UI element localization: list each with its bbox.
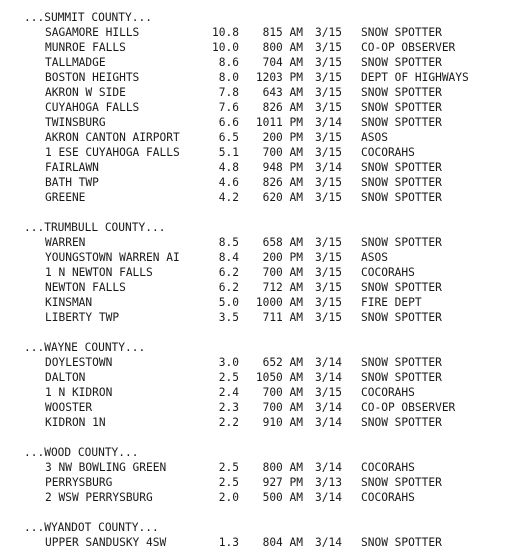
report-source: COCORAHS <box>361 491 415 504</box>
report-date: 3/15 <box>315 56 342 69</box>
county-name: ...WAYNE COUNTY... <box>24 341 146 354</box>
report-source: SNOW SPOTTER <box>361 371 442 384</box>
report-source: FIRE DEPT <box>361 296 422 309</box>
report-date: 3/15 <box>315 71 342 84</box>
report-source: DEPT OF HIGHWAYS <box>361 71 469 84</box>
county-name: ...SUMMIT COUNTY... <box>24 11 152 24</box>
snowfall-amount: 2.5 <box>218 476 239 489</box>
report-time: 1050 AM <box>255 371 303 384</box>
report-source: SNOW SPOTTER <box>361 356 442 369</box>
snowfall-amount: 2.5 <box>218 461 239 474</box>
report-time: 620 AM <box>262 191 303 204</box>
report-time: 948 PM <box>262 161 303 174</box>
location-name: MUNROE FALLS <box>45 41 126 54</box>
report-date: 3/15 <box>315 41 342 54</box>
snowfall-amount: 6.5 <box>218 131 239 144</box>
report-source: SNOW SPOTTER <box>361 116 442 129</box>
location-name: WOOSTER <box>45 401 93 414</box>
report-date: 3/14 <box>315 461 342 474</box>
location-name: UPPER SANDUSKY 4SW <box>45 536 167 549</box>
report-time: 652 AM <box>262 356 303 369</box>
report-source: ASOS <box>361 131 388 144</box>
location-name: KINSMAN <box>45 296 93 309</box>
report-time: 800 AM <box>262 41 303 54</box>
report-source: SNOW SPOTTER <box>361 176 442 189</box>
report-time: 712 AM <box>262 281 303 294</box>
report-source: CO-OP OBSERVER <box>361 401 456 414</box>
report-source: ASOS <box>361 251 388 264</box>
snowfall-amount: 2.2 <box>218 416 239 429</box>
snowfall-amount: 2.3 <box>218 401 239 414</box>
county-name: ...WYANDOT COUNTY... <box>24 521 159 534</box>
snowfall-amount: 5.1 <box>218 146 239 159</box>
snowfall-amount: 3.0 <box>218 356 239 369</box>
report-time: 826 AM <box>262 101 303 114</box>
county-name: ...TRUMBULL COUNTY... <box>24 221 166 234</box>
snowfall-amount: 10.0 <box>212 41 239 54</box>
report-time: 500 AM <box>262 491 303 504</box>
snowfall-amount: 2.0 <box>218 491 239 504</box>
location-name: YOUNGSTOWN WARREN AI <box>45 251 180 264</box>
report-time: 643 AM <box>262 86 303 99</box>
report-time: 927 PM <box>262 476 303 489</box>
report-time: 658 AM <box>262 236 303 249</box>
snowfall-amount: 7.6 <box>218 101 239 114</box>
report-time: 826 AM <box>262 176 303 189</box>
location-name: 1 N KIDRON <box>45 386 113 399</box>
report-date: 3/14 <box>315 356 342 369</box>
report-date: 3/14 <box>315 491 342 504</box>
snowfall-amount: 7.8 <box>218 86 239 99</box>
report-date: 3/15 <box>315 281 342 294</box>
snowfall-amount: 4.8 <box>218 161 239 174</box>
report-time: 1000 AM <box>255 296 303 309</box>
report-time: 804 AM <box>262 536 303 549</box>
snowfall-amount: 8.4 <box>218 251 239 264</box>
report-source: SNOW SPOTTER <box>361 236 442 249</box>
location-name: TWINSBURG <box>45 116 106 129</box>
report-date: 3/15 <box>315 86 342 99</box>
location-name: WARREN <box>45 236 86 249</box>
report-date: 3/13 <box>315 476 342 489</box>
report-time: 700 AM <box>262 146 303 159</box>
report-time: 800 AM <box>262 461 303 474</box>
report-date: 3/14 <box>315 536 342 549</box>
location-name: FAIRLAWN <box>45 161 99 174</box>
report-time: 704 AM <box>262 56 303 69</box>
report-time: 700 AM <box>262 266 303 279</box>
location-name: TALLMADGE <box>45 56 106 69</box>
report-date: 3/14 <box>315 401 342 414</box>
snowfall-amount: 4.6 <box>218 176 239 189</box>
location-name: AKRON W SIDE <box>45 86 126 99</box>
report-date: 3/15 <box>315 266 342 279</box>
location-name: 1 ESE CUYAHOGA FALLS <box>45 146 180 159</box>
location-name: 3 NW BOWLING GREEN <box>45 461 167 474</box>
report-time: 200 PM <box>262 251 303 264</box>
snowfall-amount: 6.2 <box>218 266 239 279</box>
report-time: 700 AM <box>262 386 303 399</box>
report-source: SNOW SPOTTER <box>361 161 442 174</box>
report-date: 3/15 <box>315 146 342 159</box>
report-time: 815 AM <box>262 26 303 39</box>
report-date: 3/15 <box>315 311 342 324</box>
report-date: 3/14 <box>315 116 342 129</box>
report-source: SNOW SPOTTER <box>361 536 442 549</box>
report-time: 1203 PM <box>255 71 303 84</box>
report-date: 3/15 <box>315 236 342 249</box>
location-name: DOYLESTOWN <box>45 356 113 369</box>
snowfall-amount: 1.3 <box>218 536 239 549</box>
snowfall-amount: 2.5 <box>218 371 239 384</box>
report-source: SNOW SPOTTER <box>361 476 442 489</box>
snowfall-amount: 3.5 <box>218 311 239 324</box>
report-date: 3/15 <box>315 296 342 309</box>
report-source: COCORAHS <box>361 266 415 279</box>
report-date: 3/14 <box>315 416 342 429</box>
report-date: 3/15 <box>315 191 342 204</box>
snowfall-amount: 8.5 <box>218 236 239 249</box>
location-name: LIBERTY TWP <box>45 311 120 324</box>
report-source: SNOW SPOTTER <box>361 26 442 39</box>
location-name: BATH TWP <box>45 176 99 189</box>
snowfall-amount: 2.4 <box>218 386 239 399</box>
location-name: AKRON CANTON AIRPORT <box>45 131 180 144</box>
location-name: KIDRON 1N <box>45 416 106 429</box>
report-time: 700 AM <box>262 401 303 414</box>
county-name: ...WOOD COUNTY... <box>24 446 139 459</box>
report-date: 3/15 <box>315 251 342 264</box>
snowfall-amount: 5.0 <box>218 296 239 309</box>
location-name: 2 WSW PERRYSBURG <box>45 491 153 504</box>
snowfall-amount: 8.6 <box>218 56 239 69</box>
snowfall-amount: 8.0 <box>218 71 239 84</box>
snowfall-amount: 6.2 <box>218 281 239 294</box>
report-source: SNOW SPOTTER <box>361 191 442 204</box>
report-source: SNOW SPOTTER <box>361 311 442 324</box>
report-time: 1011 PM <box>255 116 303 129</box>
report-source: SNOW SPOTTER <box>361 56 442 69</box>
location-name: DALTON <box>45 371 86 384</box>
report-date: 3/15 <box>315 176 342 189</box>
snowfall-amount: 6.6 <box>218 116 239 129</box>
report-date: 3/14 <box>315 161 342 174</box>
location-name: GREENE <box>45 191 86 204</box>
report-date: 3/15 <box>315 131 342 144</box>
report-source: COCORAHS <box>361 461 415 474</box>
report-source: CO-OP OBSERVER <box>361 41 456 54</box>
report-date: 3/15 <box>315 101 342 114</box>
snowfall-amount: 4.2 <box>218 191 239 204</box>
report-source: SNOW SPOTTER <box>361 86 442 99</box>
location-name: NEWTON FALLS <box>45 281 126 294</box>
report-time: 200 PM <box>262 131 303 144</box>
location-name: 1 N NEWTON FALLS <box>45 266 153 279</box>
report-date: 3/15 <box>315 386 342 399</box>
location-name: BOSTON HEIGHTS <box>45 71 140 84</box>
report-source: SNOW SPOTTER <box>361 416 442 429</box>
location-name: SAGAMORE HILLS <box>45 26 140 39</box>
snowfall-amount: 10.8 <box>212 26 239 39</box>
report-source: COCORAHS <box>361 386 415 399</box>
report-date: 3/14 <box>315 371 342 384</box>
report-source: SNOW SPOTTER <box>361 281 442 294</box>
location-name: CUYAHOGA FALLS <box>45 101 140 114</box>
report-date: 3/15 <box>315 26 342 39</box>
location-name: PERRYSBURG <box>45 476 113 489</box>
report-time: 711 AM <box>262 311 303 324</box>
report-time: 910 AM <box>262 416 303 429</box>
report-source: COCORAHS <box>361 146 415 159</box>
report-source: SNOW SPOTTER <box>361 101 442 114</box>
